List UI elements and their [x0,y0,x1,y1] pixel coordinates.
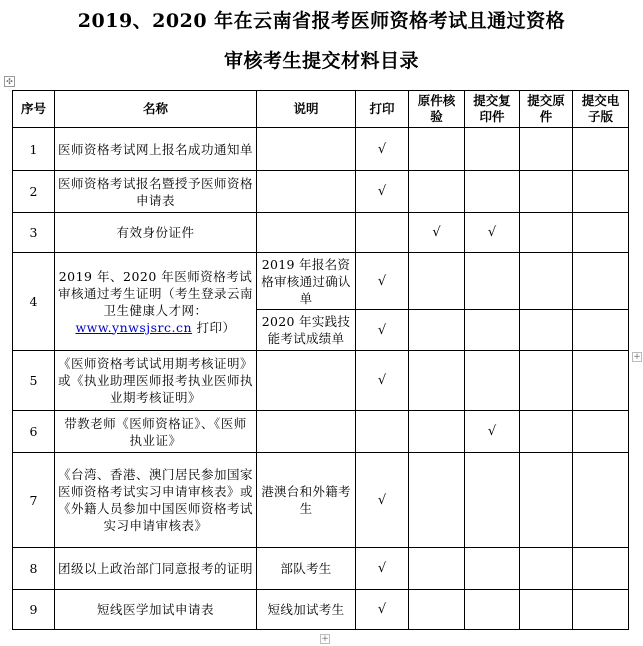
header-submit-copy: 提交复印件 [465,91,520,128]
row-note [257,171,356,213]
table-row [13,128,629,171]
table-row [13,213,629,253]
empty-cell [520,351,573,411]
row-name: 有效身份证件 [55,213,257,253]
table-row [13,351,629,411]
table-row [13,590,629,630]
website-link[interactable]: www.ynwsjsrc.cn [75,319,193,335]
row-name: 团级以上政治部门同意报考的证明 [55,548,257,590]
empty-cell [573,453,629,548]
empty-cell [573,213,629,253]
row-seq: 8 [13,548,55,590]
empty-cell [520,213,573,253]
document-title-line-2: 审核考生提交材料目录 [223,50,419,72]
empty-cell [573,128,629,171]
empty-cell [409,411,465,453]
empty-cell [465,171,520,213]
row-seq: 3 [13,213,55,253]
empty-cell [409,171,465,213]
empty-cell [465,253,520,310]
empty-cell [465,548,520,590]
header-original-check: 原件核验 [409,91,465,128]
row-seq: 7 [13,453,55,548]
table-row [13,171,629,213]
row-name-text-end: 打印） [192,319,236,335]
header-note: 说明 [257,91,356,128]
empty-cell [573,253,629,310]
empty-cell [409,548,465,590]
row-name: 《台湾、香港、澳门居民参加国家医师资格考试实习申请审核表》或《外籍人员参加中国医师资格考试实习申请审核表》 [55,453,257,548]
row-name: 带教老师《医师资格证》、《医师执业证》 [55,411,257,453]
empty-cell [520,171,573,213]
empty-cell [465,351,520,411]
table-row [13,411,629,453]
materials-table [12,90,629,630]
row-note: 2020 年实践技能考试成绩单 [257,310,356,351]
empty-cell [409,453,465,548]
empty-cell [409,253,465,310]
copy-check-mark: √ [465,411,520,453]
table-row [13,548,629,590]
row-name: 《医师资格考试试用期考核证明》或《执业助理医师报考执业医师执业期考核证明》 [55,351,257,411]
add-column-plus-icon[interactable]: + [633,352,641,362]
row-note: 部队考生 [257,548,356,590]
header-seq: 序号 [13,91,55,128]
empty-cell [409,351,465,411]
print-check-mark: √ [356,171,409,213]
empty-cell [465,590,520,630]
header-print: 打印 [356,91,409,128]
original-check-mark: √ [409,213,465,253]
empty-cell [520,310,573,351]
print-check-mark: √ [356,590,409,630]
add-row-plus-icon[interactable]: + [321,634,329,644]
empty-cell [520,128,573,171]
empty-cell [465,453,520,548]
row-note: 2019 年报名资格审核通过确认单 [257,253,356,310]
table-row [13,253,629,310]
row-note: 短线加试考生 [257,590,356,630]
empty-cell [573,171,629,213]
row-name-text: 2019 年、2020 年医师资格考试审核通过考生证明（考生登录云南卫生健康人才网： [58,268,254,318]
empty-cell [520,453,573,548]
print-check-mark: √ [356,548,409,590]
empty-cell [409,310,465,351]
print-check-mark: √ [356,253,409,310]
empty-cell [409,590,465,630]
empty-cell [573,351,629,411]
empty-cell [520,411,573,453]
empty-cell [573,411,629,453]
print-check-mark: √ [356,310,409,351]
header-name: 名称 [55,91,257,128]
row-note [257,128,356,171]
empty-cell [520,253,573,310]
row-seq: 2 [13,171,55,213]
row-seq: 5 [13,351,55,411]
empty-cell [465,310,520,351]
row-note: 港澳台和外籍考生 [257,453,356,548]
row-note [257,213,356,253]
table-move-handle-icon[interactable]: ✣ [4,76,15,87]
row-name: 短线医学加试申请表 [55,590,257,630]
header-submit-original: 提交原件 [520,91,573,128]
empty-cell [356,213,409,253]
print-check-mark: √ [356,351,409,411]
row-seq: 4 [13,253,55,351]
print-check-mark: √ [356,128,409,171]
header-submit-electronic: 提交电子版 [573,91,629,128]
empty-cell [465,128,520,171]
row-name: 医师资格考试网上报名成功通知单 [55,128,257,171]
empty-cell [573,548,629,590]
empty-cell [520,590,573,630]
print-check-mark: √ [356,453,409,548]
row-seq: 6 [13,411,55,453]
row-name: 医师资格考试报名暨授予医师资格申请表 [55,171,257,213]
copy-check-mark: √ [465,213,520,253]
row-note [257,351,356,411]
table-row [13,453,629,548]
row-note [257,411,356,453]
table-header-row [13,91,629,128]
empty-cell [520,548,573,590]
empty-cell [573,590,629,630]
row-seq: 1 [13,128,55,171]
row-name [55,253,257,351]
row-seq: 9 [13,590,55,630]
empty-cell [409,128,465,171]
document-title-line-1: 2019、2020 年在云南省报考医师资格考试且通过资格 [77,10,566,32]
empty-cell [573,310,629,351]
empty-cell [356,411,409,453]
